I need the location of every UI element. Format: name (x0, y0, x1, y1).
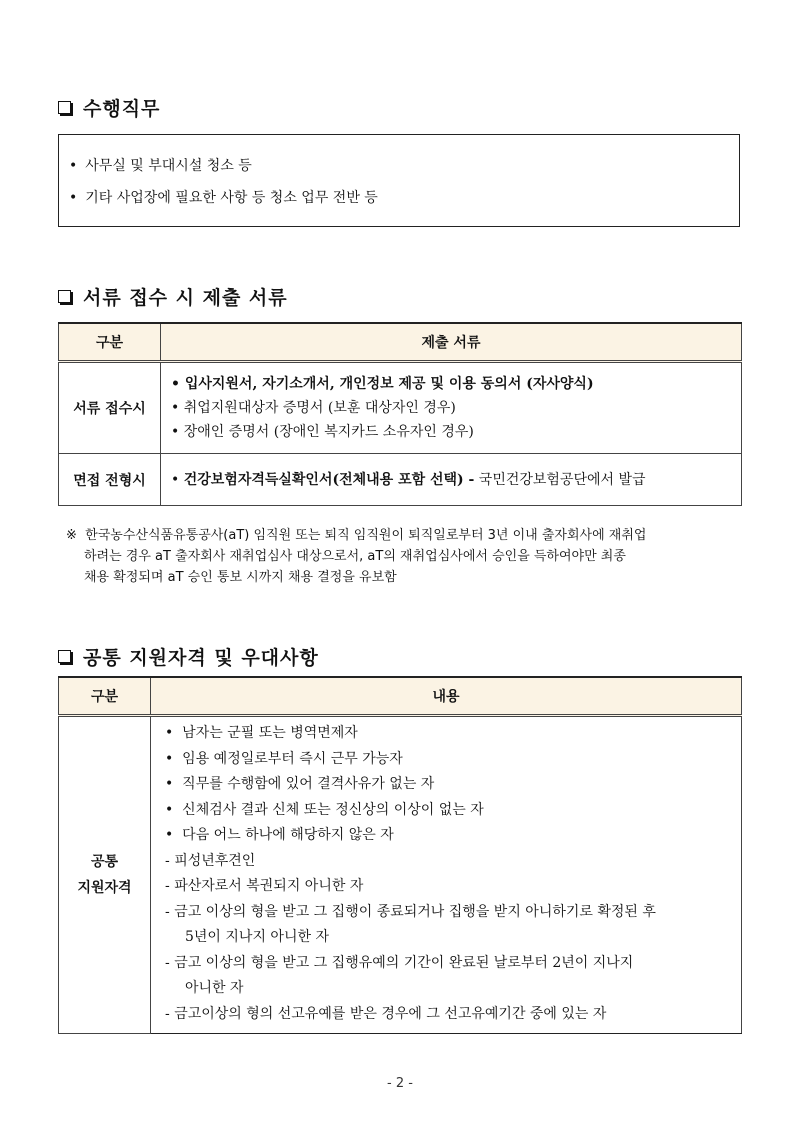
list-item: • 건강보험자격득실확인서(전체내용 포함 선택) - 국민건강보험공단에서 발급 (171, 471, 646, 488)
row-label: 서류 접수시 (59, 362, 161, 454)
column-header: 구분 (59, 677, 151, 716)
list-item: • 남자는 군필 또는 병역면제자 (165, 725, 358, 741)
table-row (59, 454, 742, 506)
list-item: • 직무를 수행함에 있어 결격사유가 없는 자 (165, 776, 435, 792)
list-item: • 장애인 증명서 (장애인 복지카드 소유자인 경우) (171, 424, 474, 440)
row-label: 면접 전형시 (59, 454, 161, 506)
checkbox-square-icon (58, 290, 71, 303)
list-item: - 파산자로서 복권되지 아니한 자 (165, 878, 364, 894)
list-item-continuation: 아니한 자 (185, 980, 244, 996)
list-item: - 금고 이상의 형을 받고 그 집행이 종료되거나 집행을 받지 아니하기로 확정된 후 (165, 903, 656, 920)
documents-table (58, 322, 742, 506)
list-item: • 임용 예정일로부터 즉시 근무 가능자 (165, 750, 403, 767)
page-number: - 2 - (387, 1076, 413, 1091)
list-item: • 다음 어느 하나에 해당하지 않은 자 (165, 827, 394, 843)
table-row (59, 716, 742, 1034)
section-heading-documents (58, 281, 288, 311)
list-item: • 취업지원대상자 증명서 (보훈 대상자인 경우) (171, 400, 456, 416)
list-item: • 사무실 및 부대시설 청소 등 (69, 158, 252, 174)
note-text: ※ 한국농수산식품유통공사(aT) 임직원 또는 퇴직 임직원이 퇴직일로부터 3년 이내 출자회사에 재취업 하려는 경우 aT 출자회사 재취업심사 대상으로서, aT의 재취업심사에서 승인을 득하여야만 최종 채용 확정되며 aT 승인 통보 시까지 채용 결정을 유보함 (66, 528, 647, 585)
column-header: 제출 서류 (161, 323, 742, 362)
section-title: 수행직무 (83, 97, 161, 120)
column-header: 내용 (151, 677, 742, 716)
checkbox-square-icon (58, 650, 71, 663)
section-heading-duties (58, 92, 160, 122)
list-item: • 신체검사 결과 신체 또는 정신상의 이상이 없는 자 (165, 801, 484, 818)
list-item: • 기타 사업장에 필요한 사항 등 청소 업무 전반 등 (69, 190, 378, 206)
row-label: 공통 지원자격 (59, 716, 151, 1034)
qualifications-table (58, 676, 742, 1034)
list-item: • 입사지원서, 자기소개서, 개인정보 제공 및 이용 동의서 (자사양식) (171, 376, 594, 392)
list-item: - 금고이상의 형의 선고유예를 받은 경우에 그 선고유예기간 중에 있는 자 (165, 1005, 607, 1022)
section-heading-qualifications (58, 641, 319, 671)
duties-box (58, 134, 740, 227)
column-header: 구분 (59, 323, 161, 362)
checkbox-square-icon (58, 101, 71, 114)
list-item-continuation: 5년이 지나지 아니한 자 (185, 929, 329, 945)
section-title: 서류 접수 시 제출 서류 (83, 286, 288, 309)
section-title: 공통 지원자격 및 우대사항 (83, 646, 319, 669)
list-item: - 피성년후견인 (165, 852, 256, 869)
table-row (59, 362, 742, 454)
list-item: - 금고 이상의 형을 받고 그 집행유예의 기간이 완료된 날로부터 2년이 지나지 (165, 954, 634, 971)
